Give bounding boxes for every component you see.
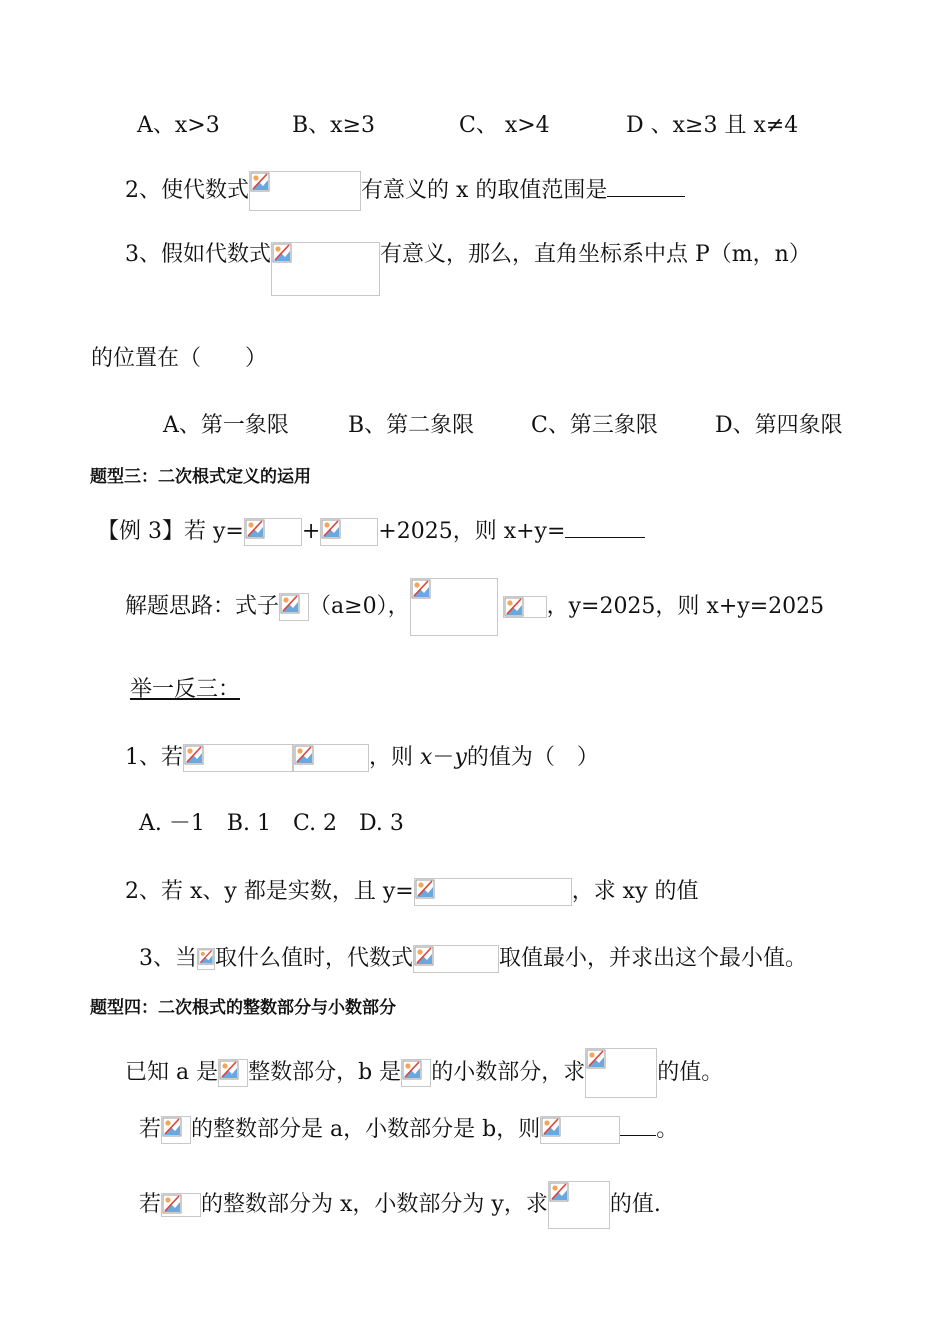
practice-1	[125, 744, 599, 772]
question-3	[125, 244, 811, 296]
solution-suffix: ，y=2025，则 x+y=2025	[546, 594, 825, 619]
formula-image	[161, 1193, 201, 1217]
broken-image-icon	[198, 949, 214, 965]
var-x: x	[420, 745, 433, 770]
formula-image	[414, 878, 572, 906]
option-c: C、 x>4	[459, 113, 550, 138]
minus-sign: －	[432, 745, 455, 770]
broken-image-icon	[414, 946, 434, 966]
broken-image-icon	[162, 1117, 182, 1137]
answer-blank	[620, 1135, 656, 1136]
formula-image	[540, 1116, 620, 1144]
formula-image	[548, 1181, 610, 1229]
broken-image-icon	[504, 597, 524, 617]
q3-continuation: 的位置在（ ）	[91, 346, 268, 371]
option-a: A、第一象限	[163, 413, 289, 438]
practice-3	[139, 945, 807, 973]
q2-prefix: 2、使代数式	[125, 178, 249, 203]
t4-3-b: 的整数部分为 x，小数部分为 y，求	[201, 1192, 548, 1217]
broken-image-icon	[549, 1182, 569, 1202]
ex3-prefix: 【例 3】若 y=	[97, 519, 244, 544]
broken-image-icon	[245, 519, 265, 539]
option-b: B、第二象限	[348, 413, 475, 438]
solution-condition: （a≥0），	[309, 594, 410, 619]
t4-2-c: 。	[656, 1117, 679, 1142]
p1-prefix: 1、若	[125, 745, 183, 770]
t4-1-d: 的值。	[657, 1060, 724, 1085]
t4-3-c: 的值.	[609, 1192, 661, 1217]
ex3-suffix: +2025，则 x+y=	[378, 519, 566, 544]
p1-mid: ，则	[369, 745, 420, 770]
broken-image-icon	[280, 594, 300, 614]
plus-sign: +	[301, 519, 321, 544]
q2-suffix: 有意义的 x 的取值范围是	[361, 178, 608, 203]
t4-3-a: 若	[139, 1192, 162, 1217]
broken-image-icon	[541, 1117, 561, 1137]
formula-image	[244, 518, 302, 546]
practice-title: 举一反三：	[130, 677, 241, 702]
section-heading: 题型四：二次根式的整数部分与小数部分	[90, 998, 396, 1018]
formula-image	[279, 593, 309, 621]
p3-suffix: 取值最小，并求出这个最小值。	[499, 946, 808, 971]
formula-image	[413, 945, 499, 973]
option-d: D、第四象限	[715, 413, 843, 438]
var-y: y	[454, 745, 467, 770]
formula-image	[271, 242, 380, 296]
broken-image-icon	[411, 579, 431, 599]
type4-problem-1	[125, 1048, 723, 1098]
solution	[125, 578, 824, 636]
broken-image-icon	[321, 519, 341, 539]
formula-image	[401, 1059, 431, 1087]
broken-image-icon	[294, 745, 314, 765]
answer-blank	[607, 196, 685, 197]
formula-image	[183, 744, 293, 772]
option-b: B、x≥3	[292, 113, 376, 138]
t4-1-a: 已知 a 是	[125, 1060, 219, 1085]
broken-image-icon	[272, 243, 292, 263]
p2-suffix: ，求 xy 的值	[571, 879, 699, 904]
broken-image-icon	[415, 879, 435, 899]
option-a: A、x>3	[137, 113, 220, 138]
broken-image-icon	[250, 172, 270, 192]
formula-image	[161, 1116, 191, 1144]
p1-suffix: 的值为（ ）	[466, 745, 599, 770]
t4-1-b: 整数部分，b 是	[248, 1060, 402, 1085]
formula-image	[218, 1059, 248, 1087]
question-2	[125, 171, 685, 211]
broken-image-icon	[586, 1049, 606, 1069]
p3-mid: 取什么值时，代数式	[215, 946, 414, 971]
option-d: D 、x≥3 且 x≠4	[626, 113, 799, 138]
formula-image	[293, 744, 369, 772]
example-3	[97, 518, 645, 546]
broken-image-icon	[184, 745, 204, 765]
type4-problem-2	[139, 1116, 678, 1144]
formula-image	[320, 518, 378, 546]
p2-prefix: 2、若 x、y 都是实数，且 y=	[125, 879, 414, 904]
t4-1-c: 的小数部分，求	[431, 1060, 586, 1085]
formula-image	[410, 578, 498, 636]
broken-image-icon	[219, 1060, 239, 1080]
p1-options: A. －1 B. 1 C. 2 D. 3	[139, 811, 404, 836]
section-heading: 题型三：二次根式定义的运用	[90, 467, 311, 487]
option-c: C、第三象限	[531, 413, 658, 438]
formula-image	[249, 171, 361, 211]
answer-blank	[565, 537, 645, 538]
p3-prefix: 3、当	[139, 946, 197, 971]
formula-image	[503, 596, 547, 618]
type4-problem-3	[139, 1181, 661, 1229]
t4-2-b: 的整数部分是 a，小数部分是 b，则	[191, 1117, 541, 1142]
solution-prefix: 解题思路：式子	[125, 594, 280, 619]
broken-image-icon	[162, 1194, 182, 1214]
q3-prefix: 3、假如代数式	[125, 242, 271, 267]
formula-image	[197, 948, 215, 970]
formula-image	[585, 1048, 657, 1098]
t4-2-a: 若	[139, 1117, 162, 1142]
q3-suffix: 有意义，那么，直角坐标系中点 P（m，n）	[380, 242, 811, 267]
practice-2	[125, 878, 699, 906]
broken-image-icon	[402, 1060, 422, 1080]
